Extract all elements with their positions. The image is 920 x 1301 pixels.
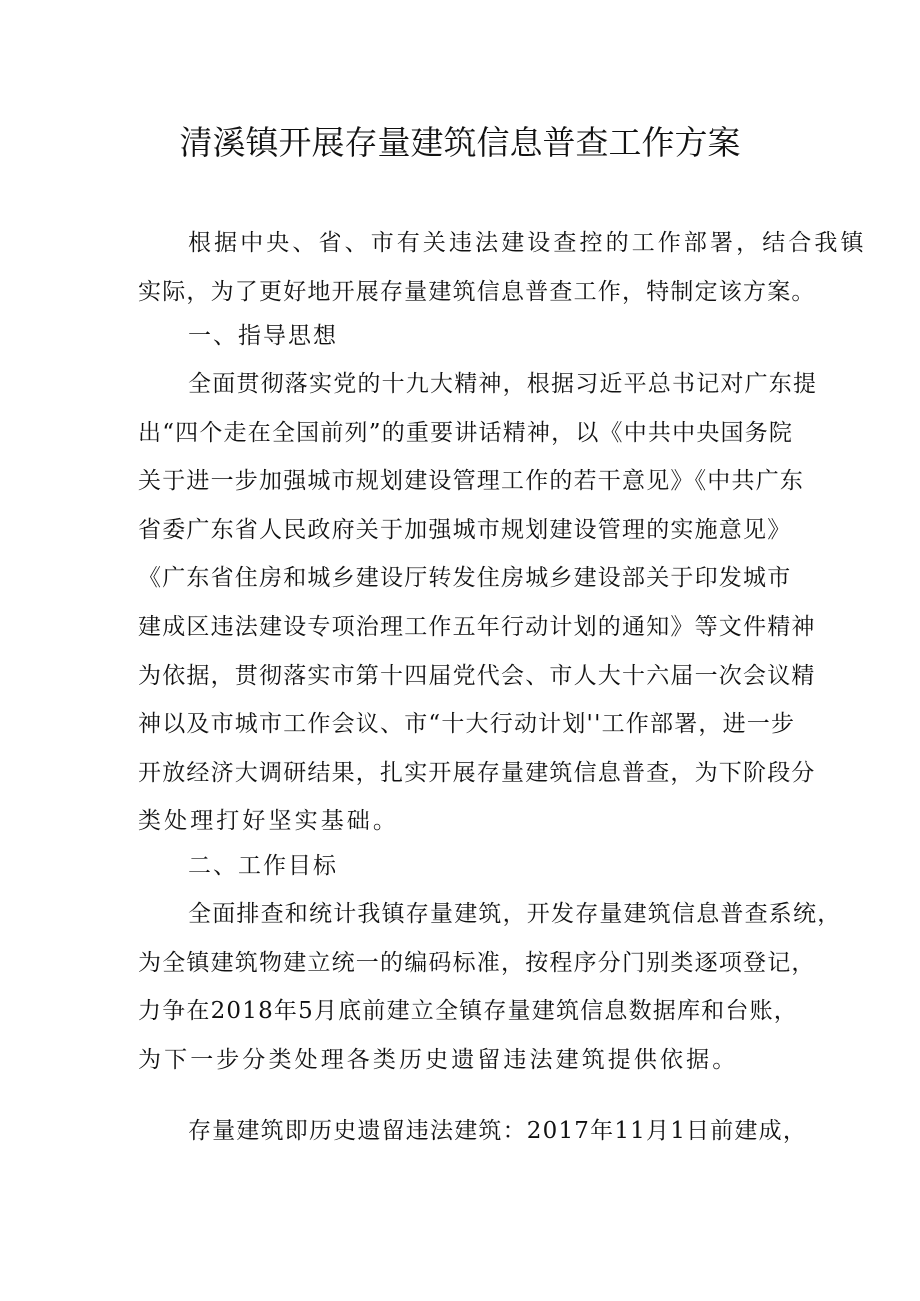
section-heading-work-goals: 二、工作目标	[188, 853, 338, 879]
paragraph-line: 为全镇建筑物建立统一的编码标准，按程序分门别类逐项登记，	[138, 949, 816, 976]
paragraph-line: 类处理打好坚实基础。	[138, 808, 399, 835]
paragraph-line: 为下一步分类处理各类历史遗留违法建筑提供依据。	[138, 1046, 739, 1073]
closing-paragraph	[138, 1107, 808, 1156]
paragraph-line: 存量建筑即历史遗留违法建筑：2017年11月1日前建成，	[188, 1118, 808, 1144]
intro-paragraph	[138, 219, 867, 316]
paragraph-line: 省委广东省人民政府关于加强城市规划建设管理的实施意见》	[138, 516, 792, 543]
paragraph-line: 关于进一步加强城市规划建设管理工作的若干意见》《中共广东	[138, 468, 805, 495]
paragraph-line: 《广东省住房和城乡建设厅转发住房城乡建设部关于印发城市	[138, 565, 792, 592]
paragraph-line: 为依据，贯彻落实市第十四届党代会、市人大十六届一次会议精	[138, 662, 816, 689]
paragraph-line: 全面贯彻落实党的十九大精神，根据习近平总书记对广东提	[188, 371, 818, 397]
paragraph-line: 全面排查和统计我镇存量建筑，开发存量建筑信息普查系统，	[188, 901, 842, 927]
intro-line: 实际，为了更好地开展存量建筑信息普查工作，特制定该方案。	[138, 278, 816, 305]
paragraph-line: 建成区违法建设专项治理工作五年行动计划的通知》等文件精神	[138, 613, 816, 640]
paragraph-line: 力争在2018年5月底前建立全镇存量建筑信息数据库和台账，	[138, 998, 798, 1025]
intro-line: 根据中央、省、市有关违法建设查控的工作部署，结合我镇	[188, 230, 867, 256]
work-goals-paragraph	[138, 890, 842, 1084]
paragraph-line: 神以及市城市工作会议、市“十大行动计划''工作部署，进一步	[138, 711, 796, 738]
document-title: 清溪镇开展存量建筑信息普查工作方案	[179, 123, 741, 162]
guiding-ideology-paragraph	[138, 360, 818, 846]
paragraph-line: 开放经济大调研结果，扎实开展存量建筑信息普查，为下阶段分	[138, 759, 816, 786]
paragraph-line: 出“四个走在全国前列”的重要讲话精神，以《中共中央国务院	[138, 419, 794, 446]
section-heading-guiding-ideology: 一、指导思想	[188, 323, 338, 349]
